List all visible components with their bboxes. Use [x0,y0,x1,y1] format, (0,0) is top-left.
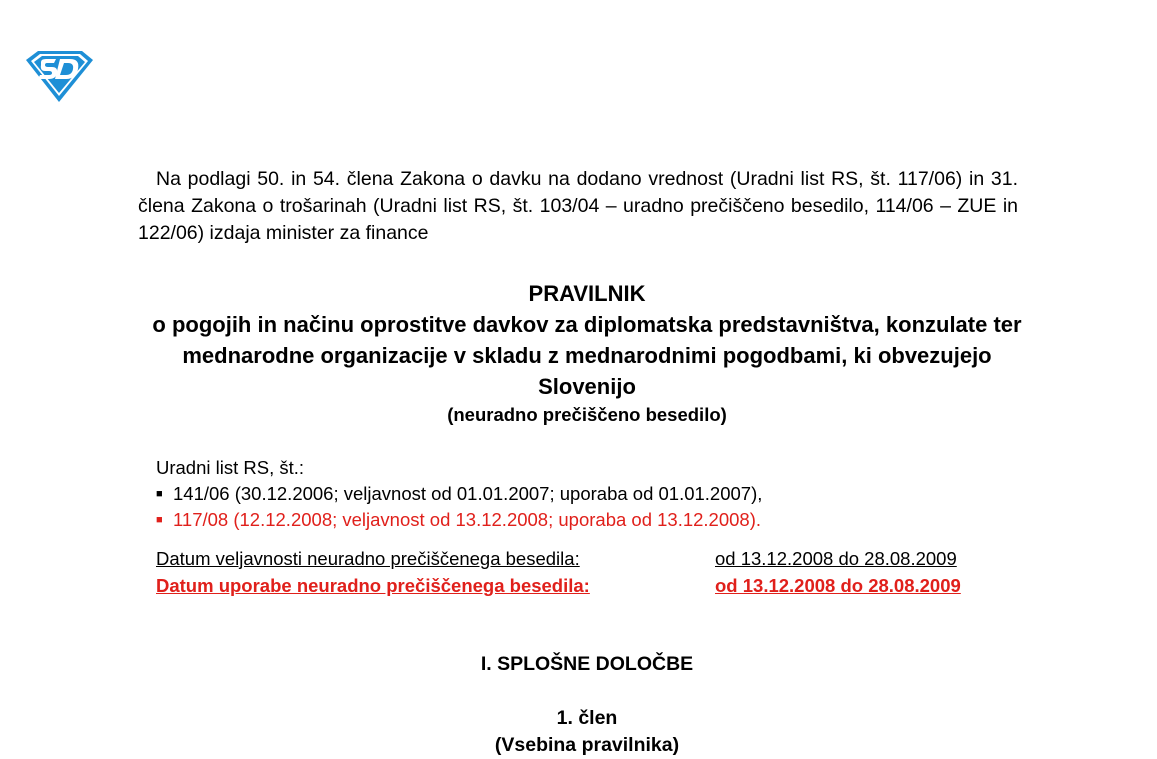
document-subtitle: o pogojih in načinu oprostitve davkov za diplomatska predstavništva, konzulate ter mednarodne organizacije v skladu z mednarodnimi pogodbami, ki obvezujejo Slovenijo [152,312,1022,399]
document-title-block [138,279,1036,428]
validity-value: od 13.12.2008 do 28.08.2009 [715,548,957,569]
validity-dates [156,546,1056,600]
gazette-item-text: 117/08 (12.12.2008; veljavnost od 13.12.2008; uporaba od 13.12.2008). [173,509,762,530]
validity-row [156,546,1056,573]
document-title: PRAVILNIK [528,281,646,306]
article-number: 1. člen [556,707,618,729]
gazette-heading: Uradni list RS, št.: [156,457,305,478]
shield-logo-icon [22,48,96,104]
preamble-text: Na podlagi 50. in 54. člena Zakona o davku na dodano vrednost (Uradni list RS, št. 117/06) in 31. člena Zakona o trošarinah (Uradni list RS, št. 103/04 – uradno prečiščeno besedilo, 114/06 – ZUE in 122/06) izdaja minister za finance [138,168,1018,244]
validity-label: Datum veljavnosti neuradno prečiščenega besedila: [156,548,580,569]
gazette-list [156,481,1056,533]
article-heading [138,705,1036,759]
square-bullet-icon: ■ [156,514,163,526]
gazette-item [156,481,1056,507]
usage-label: Datum uporabe neuradno prečiščenega besedila: [156,575,590,596]
document-title-note: (neuradno prečiščeno besedilo) [447,404,727,425]
gazette-item [156,507,1056,533]
square-bullet-icon: ■ [156,488,163,500]
publisher-logo [22,48,96,104]
usage-value: od 13.12.2008 do 28.08.2009 [715,575,961,596]
usage-row [156,573,1056,600]
section-heading: I. SPLOŠNE DOLOČBE [480,653,694,675]
article-subtitle: (Vsebina pravilnika) [494,734,680,756]
gazette-references [156,455,1056,533]
gazette-item-text: 141/06 (30.12.2006; veljavnost od 01.01.2007; uporaba od 01.01.2007), [173,483,763,504]
